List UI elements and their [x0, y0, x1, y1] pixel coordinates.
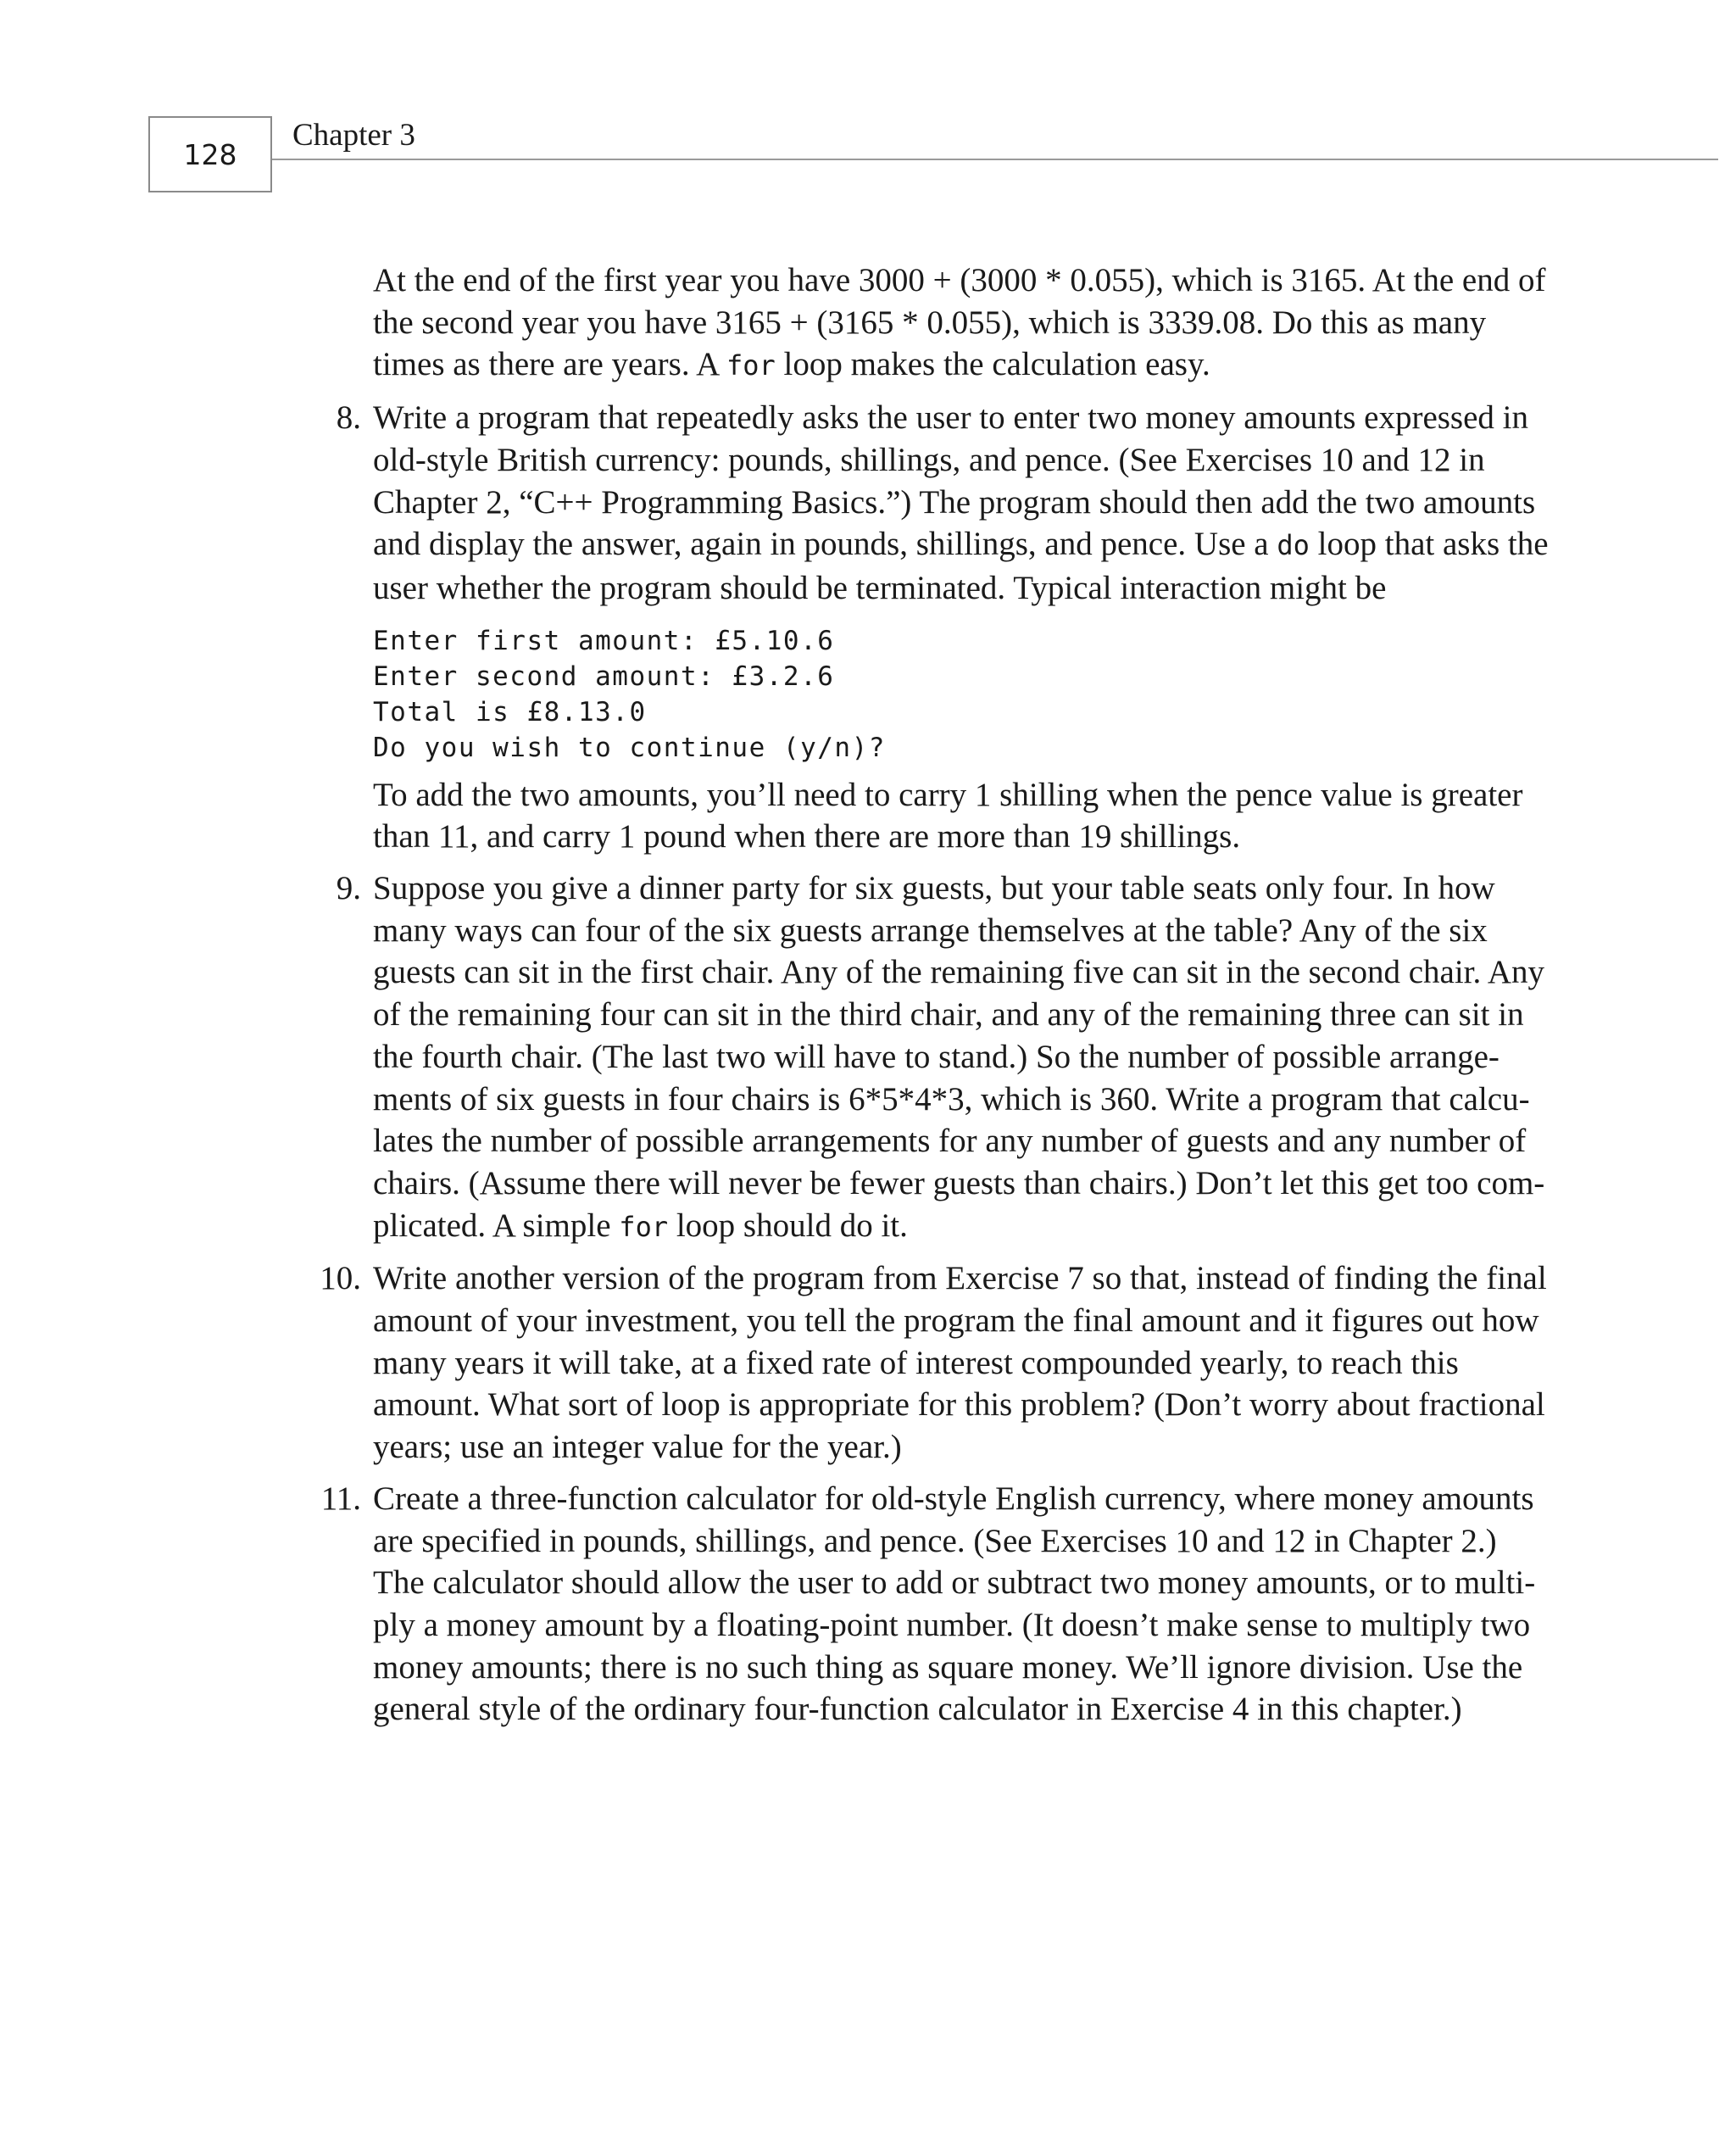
exercise-8-followup: To add the two amounts, you’ll need to carry 1 shilling when the pence value is greater than 11, and carry 1 pound when there are more than 19 shillings. [373, 776, 1523, 856]
inline-code-for: for [619, 1210, 669, 1243]
text-segment: Suppose you give a dinner party for six guests, but your table seats only four. In how many ways can four of the six guests arrange themselves at the table? Any of the six guests can sit in the first chair. Any of the remaining five can sit in the second chair. Any of the remaining four can sit in the third chair, and any of the remaining three can sit in the fourth chair. (The last two will have to stand.) So the number of possible arrange-ments of six guests in four chairs is 6*5*4*3, which is 360. Write a program that calcu-lates the number of possible arrangements for any number of guests and any number of chairs. (Assume there will never be fewer guests than chairs.) Don’t let this get too com-plicated. A simple [373, 870, 1545, 1244]
text-segment: loop makes the calculation easy. [775, 346, 1210, 383]
inline-code-for: for [726, 349, 776, 382]
exercise-10-text: Write another version of the program from Exercise 7 so that, instead of finding the final amount of your investment, you tell the program the final amount and it figures out how many years it will take, at a fixed rate of interest compounded yearly, to reach this amount. What sort of loop is appropriate for this problem? (Don’t worry about fractional years; use an integer value for the year.) [373, 1260, 1547, 1466]
header-rule [272, 159, 1718, 160]
chapter-running-head: Chapter 3 [292, 118, 415, 153]
exercise-9-text [373, 867, 1551, 1248]
page-number: 128 [148, 116, 272, 192]
exercise-9 [336, 867, 1551, 1248]
code-line: Do you wish to continue (y/n)? [373, 732, 886, 763]
code-line: Enter first amount: £5.10.6 [373, 625, 835, 656]
page-body [320, 259, 1551, 1731]
exercise-8-text [373, 397, 1551, 610]
exercise-number: 8. [336, 399, 361, 437]
exercise-11 [320, 1478, 1551, 1731]
exercise-7-continuation [373, 259, 1551, 387]
code-block-interaction [373, 623, 1551, 766]
exercise-number: 9. [336, 870, 361, 907]
exercise-8 [336, 397, 1551, 858]
inline-code-do: do [1277, 529, 1310, 562]
text-segment: At the end of the first year you have 3000 + (3000 * 0.055), which is 3165. At the end of the second year you have 3165 + (3165 * 0.055), which is 3339.08. Do this as many times as there are years. A [373, 262, 1546, 383]
code-line: Enter second amount: £3.2.6 [373, 661, 835, 692]
exercise-10 [320, 1257, 1551, 1469]
text-segment: Write a program that repeatedly asks the user to enter two money amounts expressed in old-style British currency: pounds, shillings, and pence. (See Exercises 10 and 12 in Chapter 2, “C++ Programming Basics.”) The program should then add the two amounts and display the answer, again in pounds, shillings, and pence. Use a [373, 399, 1536, 563]
text-segment: loop should do it. [668, 1207, 908, 1244]
exercise-number: 11. [320, 1480, 361, 1517]
exercise-number: 10. [320, 1260, 361, 1297]
text-segment: loop that asks the user whether the program should be terminated. Typical interaction might be [373, 526, 1549, 606]
exercise-11-text: Create a three-function calculator for old-style English currency, where money amounts are specified in pounds, shillings, and pence. (See Exercises 10 and 12 in Chapter 2.) The calculator should allow the user to add or subtract two money amounts, or to multi-ply a money amount by a floating-point number. (It doesn’t make sense to multiply two money amounts; there is no such thing as square money. We’ll ignore division. Use the general style of the ordinary four-function calculator in Exercise 4 in this chapter.) [373, 1480, 1536, 1728]
code-line: Total is £8.13.0 [373, 696, 647, 727]
